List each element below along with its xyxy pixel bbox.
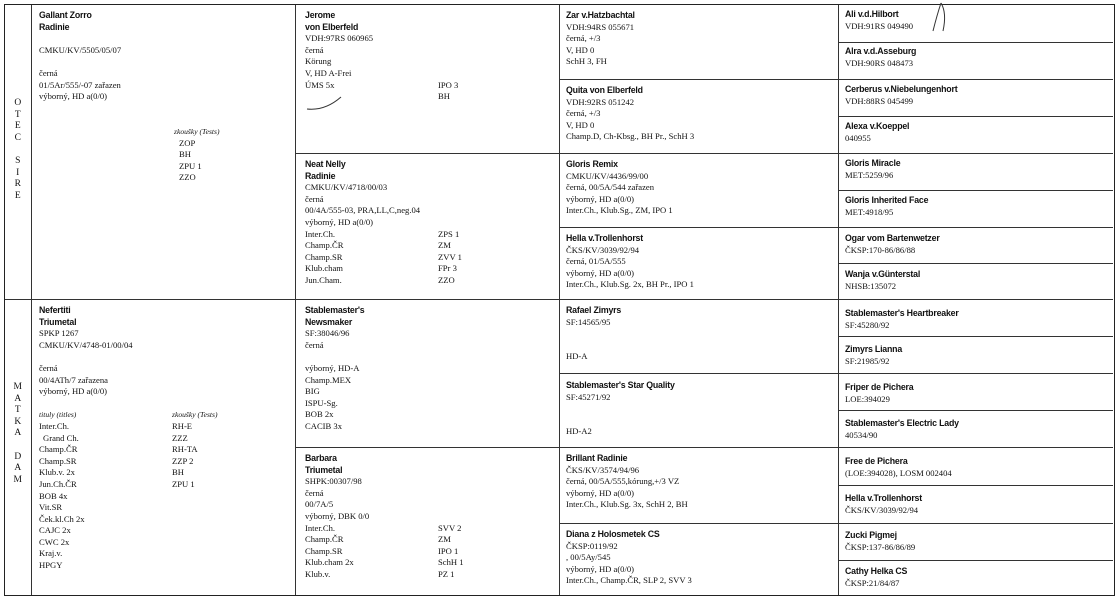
text-line: SchH 1	[438, 557, 464, 568]
dog-name: Barbara	[305, 453, 337, 463]
dog-name: Stablemaster's	[305, 305, 365, 315]
text-line: tituly (titles)	[39, 410, 77, 420]
text-line: ZM	[438, 240, 451, 251]
text-line	[566, 415, 834, 427]
gen4-cell	[845, 46, 1107, 78]
text-line: Gloris Inherited Face	[845, 195, 929, 205]
text-line: SchH 3, FH	[566, 56, 607, 67]
text-line: HPGY	[39, 560, 63, 571]
text-line: Klub.v.	[305, 568, 331, 579]
color: černá	[39, 67, 58, 78]
text-line: Stablemaster's Heartbreaker	[845, 308, 959, 318]
text-line: ČKSP:170-86/86/88	[845, 244, 916, 255]
text-line: Inter.Ch., Klub.Sg., ZM, IPO 1	[566, 205, 673, 216]
text-line: VDH:91RS 049490	[845, 20, 914, 31]
text-line: Inter.Ch., Champ.ČR, SLP 2, SVV 3	[566, 575, 692, 586]
text-line: CWC 2x	[39, 536, 70, 547]
gen3-cell	[566, 305, 834, 371]
row-divider	[838, 263, 1113, 264]
row-divider	[559, 227, 1113, 228]
text-line: M	[13, 474, 23, 485]
text-line: Alra v.d.Asseburg	[845, 46, 917, 56]
dog-kennel: Newsmaker	[305, 316, 353, 327]
dog-name: Gloris Remix	[566, 159, 618, 169]
text-line: V, HD 0	[566, 119, 595, 130]
pedigree-sheet	[4, 4, 1115, 596]
row-divider	[838, 190, 1113, 191]
text-line: Inter.Ch.	[39, 420, 70, 431]
pen-mark-icon	[927, 1, 951, 35]
column-divider	[295, 5, 296, 595]
dam-side-label	[5, 381, 31, 485]
text-line: HD-A2	[566, 426, 592, 437]
text-line: černá, 01/5A/555	[566, 256, 626, 267]
gen4-cell	[845, 158, 1107, 190]
text-line: D	[14, 451, 22, 462]
text-line: E	[14, 121, 22, 132]
text-line: ZM	[438, 534, 451, 545]
text-line: Free de Pichera	[845, 456, 908, 466]
text-line: Inter.Ch., Klub.Sg. 3x, SchH 2, BH	[566, 499, 688, 510]
text-line: VDH:90RS 048473	[845, 57, 914, 68]
tests-list	[39, 138, 291, 184]
dam-cell	[39, 305, 291, 595]
text-line: SF:45280/92	[845, 319, 890, 330]
text-line: Alexa v.Koeppel	[845, 121, 910, 131]
evaluation: výborný, DBK 0/0	[305, 510, 370, 521]
color: černá	[305, 193, 324, 204]
korung: Körung	[305, 56, 332, 67]
text-line: R	[14, 179, 22, 190]
text-line: ZPS 1	[438, 228, 460, 239]
text-line: ZZO	[179, 172, 196, 183]
gen4-cell	[845, 121, 1107, 153]
text-line: výborný, HD-A	[305, 362, 360, 373]
text-line: výborný, HD a(0/0)	[566, 267, 635, 278]
sire-sire-cell	[305, 10, 555, 152]
text-line: IPO 1	[438, 545, 459, 556]
sire-dam-divider	[5, 299, 1113, 300]
gen4-cell	[845, 493, 1107, 523]
text-line: 040955	[845, 132, 871, 143]
text-line: C	[14, 132, 22, 143]
text-line: MET:5259/96	[845, 169, 894, 180]
text-line: ZZO	[438, 274, 455, 285]
text-line: BOB 2x	[305, 409, 334, 420]
text-line: , 00/5Ay/545	[566, 552, 611, 563]
text-line: VDH:88RS 045499	[845, 95, 914, 106]
text-line: výborný, HD a(0/0)	[566, 563, 635, 574]
column-divider	[838, 5, 839, 595]
text-line: Champ.ČR	[305, 240, 344, 251]
titles-tests	[305, 229, 555, 287]
text-line: Kraj.v.	[39, 548, 63, 559]
text-line: E	[14, 190, 22, 201]
gen3-cell	[566, 380, 834, 445]
spkp-number: SPKP 1267	[39, 328, 79, 339]
text-line: Champ.ČR	[39, 444, 78, 455]
text-line: ČKSP:21/84/87	[845, 577, 900, 588]
color: černá	[39, 362, 58, 373]
text-line: Cerberus v.Niebelungenhort	[845, 84, 958, 94]
text-line: Friper de Pichera	[845, 382, 914, 392]
text-line: CACIB 3x	[305, 420, 343, 431]
text-line	[5, 143, 31, 155]
text-line: (LOE:394028), LOSM 002404	[845, 467, 952, 478]
dog-kennel: Triumetal	[305, 464, 343, 475]
text-line: ČKS/KV/3039/92/94	[566, 244, 640, 255]
gen4-cell	[845, 9, 1107, 41]
text-line: BH	[179, 149, 191, 160]
gen3-cell	[566, 159, 834, 225]
text-line: ČKS/KV/3039/92/94	[845, 504, 919, 515]
text-line: VDH:94RS 055671	[566, 21, 635, 32]
text-line: S	[15, 155, 21, 166]
text-line: Hella v.Trollenhorst	[845, 493, 922, 503]
text-line: ZPU 1	[172, 478, 195, 489]
dog-name: Rafael Zimyrs	[566, 305, 622, 315]
text-line: ČKSP:0119/92	[566, 540, 618, 551]
evaluation: výborný, HD a(0/0)	[305, 216, 374, 227]
sire-side-label	[5, 97, 31, 201]
text-line: Inter.Ch.	[305, 228, 336, 239]
gen4-cell	[845, 195, 1107, 227]
text-line: ÚMS 5x	[305, 79, 335, 90]
text-line: Champ.SR	[39, 455, 77, 466]
gen3-cell	[566, 10, 834, 78]
text-line: ČKSP:137-86/86/89	[845, 541, 916, 552]
text-line: A	[14, 393, 22, 404]
text-line: ZPU 1	[179, 160, 202, 171]
dog-kennel: Triumetal	[39, 316, 77, 327]
dog-name: Hella v.Trollenhorst	[566, 233, 643, 243]
text-line: Champ.SR	[305, 251, 343, 262]
row-divider	[559, 523, 1113, 524]
text-line: Inter.Ch., Klub.Sg. 2x, BH Pr., IPO 1	[566, 279, 694, 290]
text-line: BIG	[305, 386, 320, 397]
dog-name: Jerome	[305, 10, 336, 20]
text-line: T	[14, 109, 22, 120]
evaluation: výborný, HD a(0/0)	[39, 386, 108, 397]
text-line: Inter.Ch.	[305, 522, 336, 533]
text-line: FPr 3	[438, 263, 457, 274]
text-line: Klub.v. 2x	[39, 467, 75, 478]
text-line: SF:45271/92	[566, 391, 611, 402]
dog-name: Diana z Holosmetek CS	[566, 529, 660, 539]
dog-kennel: Radinie	[39, 21, 70, 32]
gen4-cell	[845, 84, 1107, 116]
text-line: NHSB:135072	[845, 280, 897, 291]
text-line: M	[13, 382, 23, 392]
text-line: Zimyrs Lianna	[845, 344, 903, 354]
text-line: Champ.MEX	[305, 374, 352, 385]
text-line: Champ.ČR	[305, 534, 344, 545]
text-line: RH-TA	[172, 444, 198, 455]
text-line	[566, 340, 834, 352]
gen4-cell	[845, 456, 1107, 486]
text-line: ZVV 1	[438, 251, 462, 262]
row-divider	[559, 79, 1113, 80]
dog-name: Zar v.Hatzbachtal	[566, 10, 635, 20]
row-divider	[838, 116, 1113, 117]
text-line	[566, 328, 834, 340]
text-line: ISPU-Sg.	[305, 397, 338, 408]
text-line	[566, 403, 834, 415]
column-divider	[559, 5, 560, 595]
text-line: T	[14, 405, 22, 416]
sire-cell	[39, 10, 291, 296]
text-line: černá, 00/5A/544 zařazen	[566, 182, 655, 193]
gen4-cell	[845, 382, 1107, 412]
text-line: I	[16, 167, 20, 178]
dam-dam-cell	[305, 453, 555, 595]
text-line: Jun.Cham.	[305, 274, 342, 285]
text-line: Champ.SR	[305, 545, 343, 556]
text-line: SF:14565/95	[566, 316, 611, 327]
color: černá	[305, 44, 324, 55]
text-line: Klub.cham	[305, 263, 343, 274]
text-line: LOE:394029	[845, 393, 890, 404]
text-line: RH-E	[172, 420, 193, 431]
text-line: MET:4918/95	[845, 206, 894, 217]
text-line: Klub.cham 2x	[305, 557, 354, 568]
text-line: BOB 4x	[39, 490, 68, 501]
text-line: Champ.D, Ch-Kbsg., BH Pr., SchH 3	[566, 131, 695, 142]
registration: CMKU/KV/4748-01/00/04	[39, 339, 133, 350]
text-line: černá, +/3	[566, 33, 601, 44]
registration: SF:38046/96	[305, 328, 350, 339]
text-line: Ček.kl.Ch 2x	[39, 513, 85, 524]
titles-list	[305, 363, 555, 433]
registration: CMKU/KV/4718/00/03	[305, 182, 388, 193]
text-line: výborný, HD a(0/0)	[566, 487, 635, 498]
text-line: CAJC 2x	[39, 525, 71, 536]
pen-mark-icon	[305, 93, 345, 113]
breeding-status: 00/7A/5	[305, 499, 334, 510]
hd-status: V, HD A-Frei	[305, 67, 352, 78]
text-line: Jun.Ch.ČR	[39, 478, 77, 489]
gen3-cell	[566, 85, 834, 151]
dog-name: Brillant Radinie	[566, 453, 628, 463]
text-line: Cathy Helka CS	[845, 566, 908, 576]
text-line: O	[14, 98, 22, 108]
tests-label: zkoušky (Tests)	[174, 126, 220, 136]
gen4-cell	[845, 530, 1107, 560]
text-line: Grand Ch.	[43, 432, 79, 443]
text-line: ČKS/KV/3574/94/96	[566, 464, 640, 475]
registration: CMKU/KV/5505/05/07	[39, 44, 122, 55]
titles-tests-header	[39, 409, 291, 421]
evaluation: výborný, HD a(0/0)	[39, 91, 108, 102]
text-line: Vit.SR	[39, 502, 63, 513]
titles-tests	[39, 421, 291, 572]
text-line: výborný, HD a(0/0)	[566, 193, 635, 204]
gen4-cell	[845, 233, 1107, 263]
dog-name: Nefertiti	[39, 305, 71, 315]
row-divider	[295, 153, 1113, 154]
text-line: 40534/90	[845, 429, 878, 440]
text-line: SF:21985/92	[845, 355, 890, 366]
text-line	[5, 439, 31, 451]
text-line: CMKU/KV/4436/99/00	[566, 170, 649, 181]
text-line: K	[14, 416, 22, 427]
text-line: černá, 00/5A/555,kórung,+/3 VZ	[566, 476, 680, 487]
text-line: IPO 3	[438, 79, 459, 90]
dog-name: Gallant Zorro	[39, 10, 92, 20]
dog-name: Quita von Elberfeld	[566, 85, 643, 95]
text-line: BH	[172, 467, 184, 478]
text-line: ZZZ	[172, 432, 188, 443]
sire-dam-cell	[305, 159, 555, 297]
color: černá	[305, 487, 324, 498]
dam-sire-cell	[305, 305, 555, 445]
gen4-cell	[845, 269, 1107, 299]
dog-kennel: Radinie	[305, 170, 336, 181]
color: černá	[305, 339, 324, 350]
registration: VDH:97RS 060965	[305, 33, 374, 44]
breeding-status: 01/5Ar/555/-07 zařazen	[39, 79, 121, 90]
text-line: Ali v.d.Hilbort	[845, 9, 899, 19]
registration: SHPK:00307/98	[305, 476, 362, 487]
column-divider	[31, 5, 32, 595]
text-line: HD-A	[566, 351, 588, 362]
gen3-cell	[566, 529, 834, 595]
text-line: VDH:92RS 051242	[566, 96, 635, 107]
gen4-cell	[845, 344, 1107, 374]
text-line: V, HD 0	[566, 44, 595, 55]
gen4-cell	[845, 566, 1107, 594]
gen3-cell	[566, 233, 834, 297]
text-line: A	[14, 463, 22, 474]
breeding-status: 00/4ATh/7 zařazena	[39, 374, 108, 385]
text-line: PZ 1	[438, 568, 455, 579]
dog-kennel: von Elberfeld	[305, 21, 359, 32]
text-line: Zucki Pigmej	[845, 530, 897, 540]
text-line: Gloris Miracle	[845, 158, 901, 168]
text-line: ZOP	[179, 137, 196, 148]
gen4-cell	[845, 308, 1107, 338]
titles-tests	[305, 523, 555, 581]
text-line: SVV 2	[438, 522, 462, 533]
text-line: ZZP 2	[172, 455, 194, 466]
text-line: Ogar vom Bartenwetzer	[845, 233, 940, 243]
dog-name: Neat Nelly	[305, 159, 346, 169]
breeding-status: 00/4A/555-03, PRA,LL,C,neg.04	[305, 205, 421, 216]
gen4-cell	[845, 418, 1107, 448]
text-line: BH	[438, 91, 450, 102]
text-line: zkoušky (Tests)	[172, 410, 218, 420]
gen3-cell	[566, 453, 834, 521]
dog-name: Stablemaster's Star Quality	[566, 380, 675, 390]
row-divider	[838, 42, 1113, 43]
row-divider	[838, 560, 1113, 561]
text-line: Wanja v.Günterstal	[845, 269, 921, 279]
text-line: A	[14, 428, 22, 439]
text-line: Stablemaster's Electric Lady	[845, 418, 959, 428]
text-line: černá, +/3	[566, 108, 601, 119]
